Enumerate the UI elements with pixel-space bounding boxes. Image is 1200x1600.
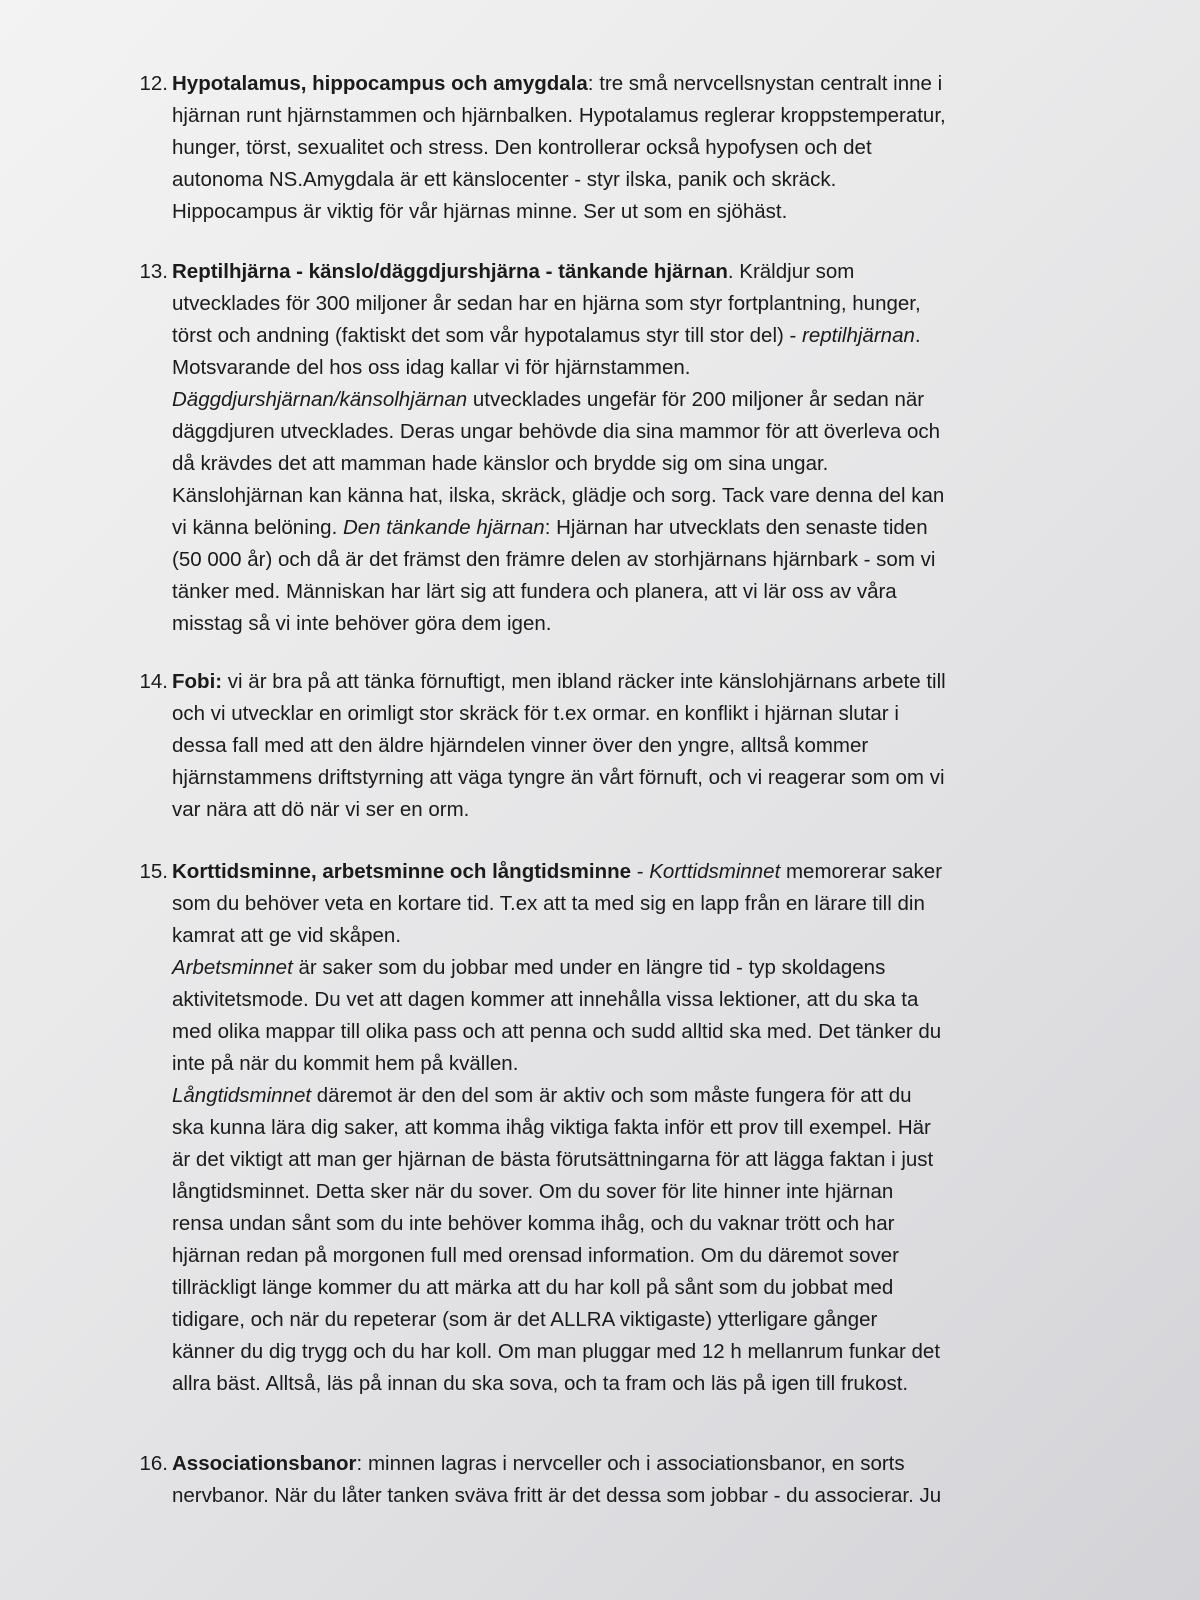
text-run: tänker med. Människan har lärt sig att fundera och planera, att vi lär oss av våra xyxy=(172,580,897,603)
text-run: ska kunna lära dig saker, att komma ihåg viktiga fakta inför ett prov till exempel. Här xyxy=(172,1116,931,1139)
text-run: (50 000 år) och då är det främst den främre delen av storhjärnans hjärnbark - som vi xyxy=(172,548,936,571)
text-run: utvecklades ungefär för 200 miljoner år sedan när xyxy=(467,388,925,411)
text-line xyxy=(130,1048,1070,1080)
text-run: hjärnan runt hjärnstammen och hjärnbalken. Hypotalamus reglerar kroppstemperatur, xyxy=(172,104,946,127)
text-line xyxy=(130,1480,1070,1512)
text-line xyxy=(130,1144,1070,1176)
italic-term: reptilhjärnan xyxy=(802,324,915,347)
text-run: då krävdes det att mamman hade känslor och brydde sig om sina ungar. xyxy=(172,452,829,475)
text-run: - xyxy=(631,860,650,883)
text-line xyxy=(130,132,1070,164)
text-line xyxy=(130,1336,1070,1368)
text-run: Motsvarande del hos oss idag kallar vi för hjärnstammen. xyxy=(172,356,691,379)
bold-heading: Fobi: xyxy=(172,670,223,693)
text-line xyxy=(130,68,1070,100)
text-line xyxy=(130,1272,1070,1304)
item-text xyxy=(130,68,1070,228)
text-line xyxy=(130,1448,1070,1480)
text-line xyxy=(130,384,1070,416)
text-line xyxy=(130,666,1070,698)
text-line xyxy=(130,164,1070,196)
item-number: 15. xyxy=(139,860,168,883)
text-run: och vi utvecklar en orimligt stor skräck för t.ex ormar. en konflikt i hjärnan slutar i xyxy=(172,702,899,725)
text-line xyxy=(130,256,1070,288)
text-run: dessa fall med att den äldre hjärndelen vinner över den yngre, alltså kommer xyxy=(172,734,869,757)
list-item-14 xyxy=(130,666,1070,826)
item-number: 14. xyxy=(139,670,168,693)
text-run: är saker som du jobbar med under en längre tid - typ skoldagens xyxy=(292,956,886,979)
text-run: : minnen lagras i nervceller och i associationsbanor, en sorts xyxy=(356,1452,905,1475)
text-line xyxy=(130,1304,1070,1336)
text-run: med olika mappar till olika pass och att penna och sudd alltid ska med. Det tänker du xyxy=(172,1020,942,1043)
text-run: misstag så vi inte behöver göra dem igen. xyxy=(172,612,552,635)
text-run: . Kräldjur som xyxy=(727,260,855,283)
text-run: långtidsminnet. Detta sker när du sover. Om du sover för lite hinner inte hjärnan xyxy=(172,1180,894,1203)
text-run: vi känna belöning. xyxy=(172,516,343,539)
italic-term: Långtidsminnet xyxy=(172,1084,312,1107)
text-run: rensa undan sånt som du inte behöver komma ihåg, och du vaknar trött och har xyxy=(172,1212,895,1235)
italic-term: Arbetsminnet xyxy=(172,956,293,979)
text-line xyxy=(130,416,1070,448)
italic-term: Däggdjurshjärnan/känsolhjärnan xyxy=(172,388,468,411)
text-run: inte på när du kommit hem på kvällen. xyxy=(172,1052,519,1075)
text-line xyxy=(130,698,1070,730)
text-run: däggdjuren utvecklades. Deras ungar behövde dia sina mammor för att överleva och xyxy=(172,420,941,443)
list-item-15 xyxy=(130,856,1070,1400)
text-line xyxy=(130,1208,1070,1240)
text-run: var nära att dö när vi ser en orm. xyxy=(172,798,470,821)
bold-heading: Reptilhjärna - känslo/däggdjurshjärna - tänkande hjärnan xyxy=(172,260,728,283)
text-run: hjärnstammens driftstyrning att väga tyngre än vårt förnuft, och vi reagerar som om vi xyxy=(172,766,945,789)
text-run: vi är bra på att tänka förnuftigt, men ibland räcker inte känslohjärnans arbete till xyxy=(222,670,946,693)
text-run: känner du dig trygg och du har koll. Om man pluggar med 12 h mellanrum funkar det xyxy=(172,1340,941,1363)
text-line xyxy=(130,352,1070,384)
item-text xyxy=(130,856,1070,1400)
text-run: tidigare, och när du repeterar (som är det ALLRA viktigaste) ytterligare gånger xyxy=(172,1308,878,1331)
bold-heading: Korttidsminne, arbetsminne och långtidsminne xyxy=(172,860,632,883)
text-run: kamrat att ge vid skåpen. xyxy=(172,924,402,947)
text-run: Hippocampus är viktig för vår hjärnas minne. Ser ut som en sjöhäst. xyxy=(172,200,788,223)
text-line xyxy=(130,544,1070,576)
text-run: : tre små nervcellsnystan centralt inne i xyxy=(587,72,943,95)
item-text xyxy=(130,1448,1070,1512)
italic-term: Korttidsminnet xyxy=(649,860,781,883)
text-line xyxy=(130,512,1070,544)
text-line xyxy=(130,730,1070,762)
text-line xyxy=(130,608,1070,640)
text-line xyxy=(130,1368,1070,1400)
text-run: autonoma NS.Amygdala är ett känslocenter - styr ilska, panik och skräck. xyxy=(172,168,837,191)
text-line xyxy=(130,984,1070,1016)
text-run: törst och andning (faktiskt det som vår hypotalamus styr till stor del) - xyxy=(172,324,803,347)
item-number: 12. xyxy=(139,72,168,95)
text-run: hjärnan redan på morgonen full med orensad information. Om du däremot sover xyxy=(172,1244,900,1267)
text-line xyxy=(130,1176,1070,1208)
text-line xyxy=(130,762,1070,794)
item-text xyxy=(130,666,1070,826)
list-item-13 xyxy=(130,256,1070,640)
text-run: är det viktigt att man ger hjärnan de bästa förutsättningarna för att lägga faktan i just xyxy=(172,1148,934,1171)
item-number: 13. xyxy=(139,260,168,283)
text-run: Känslohjärnan kan känna hat, ilska, skräck, glädje och sorg. Tack vare denna del kan xyxy=(172,484,945,507)
text-line xyxy=(130,952,1070,984)
text-line xyxy=(130,196,1070,228)
item-number: 16. xyxy=(139,1452,168,1475)
text-line xyxy=(130,1080,1070,1112)
list-item-12 xyxy=(130,68,1070,228)
text-run: aktivitetsmode. Du vet att dagen kommer att innehålla vissa lektioner, att du ska ta xyxy=(172,988,919,1011)
text-line xyxy=(130,100,1070,132)
text-run: tillräckligt länge kommer du att märka att du har koll på sånt som du jobbat med xyxy=(172,1276,894,1299)
text-line xyxy=(130,448,1070,480)
text-line xyxy=(130,1240,1070,1272)
text-run: : Hjärnan har utvecklats den senaste tiden xyxy=(544,516,928,539)
bold-heading: Associationsbanor xyxy=(172,1452,357,1475)
text-line xyxy=(130,320,1070,352)
text-line xyxy=(130,920,1070,952)
list-item-16 xyxy=(130,1448,1070,1512)
text-run: memorerar saker xyxy=(780,860,943,883)
text-line xyxy=(130,480,1070,512)
text-run: hunger, törst, sexualitet och stress. Den kontrollerar också hypofysen och det xyxy=(172,136,872,159)
text-run: utvecklades för 300 miljoner år sedan har en hjärna som styr fortplantning, hunger, xyxy=(172,292,921,315)
text-run: som du behöver veta en kortare tid. T.ex att ta med sig en lapp från en lärare till din xyxy=(172,892,925,915)
text-run: däremot är den del som är aktiv och som måste fungera för att du xyxy=(311,1084,912,1107)
text-line xyxy=(130,1016,1070,1048)
italic-term: Den tänkande hjärnan xyxy=(342,516,545,539)
text-line xyxy=(130,288,1070,320)
text-line xyxy=(130,1112,1070,1144)
text-run: . xyxy=(914,324,921,347)
text-line xyxy=(130,576,1070,608)
text-line xyxy=(130,888,1070,920)
bold-heading: Hypotalamus, hippocampus och amygdala xyxy=(172,72,588,95)
text-run: allra bäst. Alltså, läs på innan du ska sova, och ta fram och läs på igen till frukost. xyxy=(172,1372,909,1395)
text-line xyxy=(130,856,1070,888)
text-line xyxy=(130,794,1070,826)
text-run: nervbanor. När du låter tanken sväva fritt är det dessa som jobbar - du associerar. Ju xyxy=(172,1484,942,1507)
item-text xyxy=(130,256,1070,640)
